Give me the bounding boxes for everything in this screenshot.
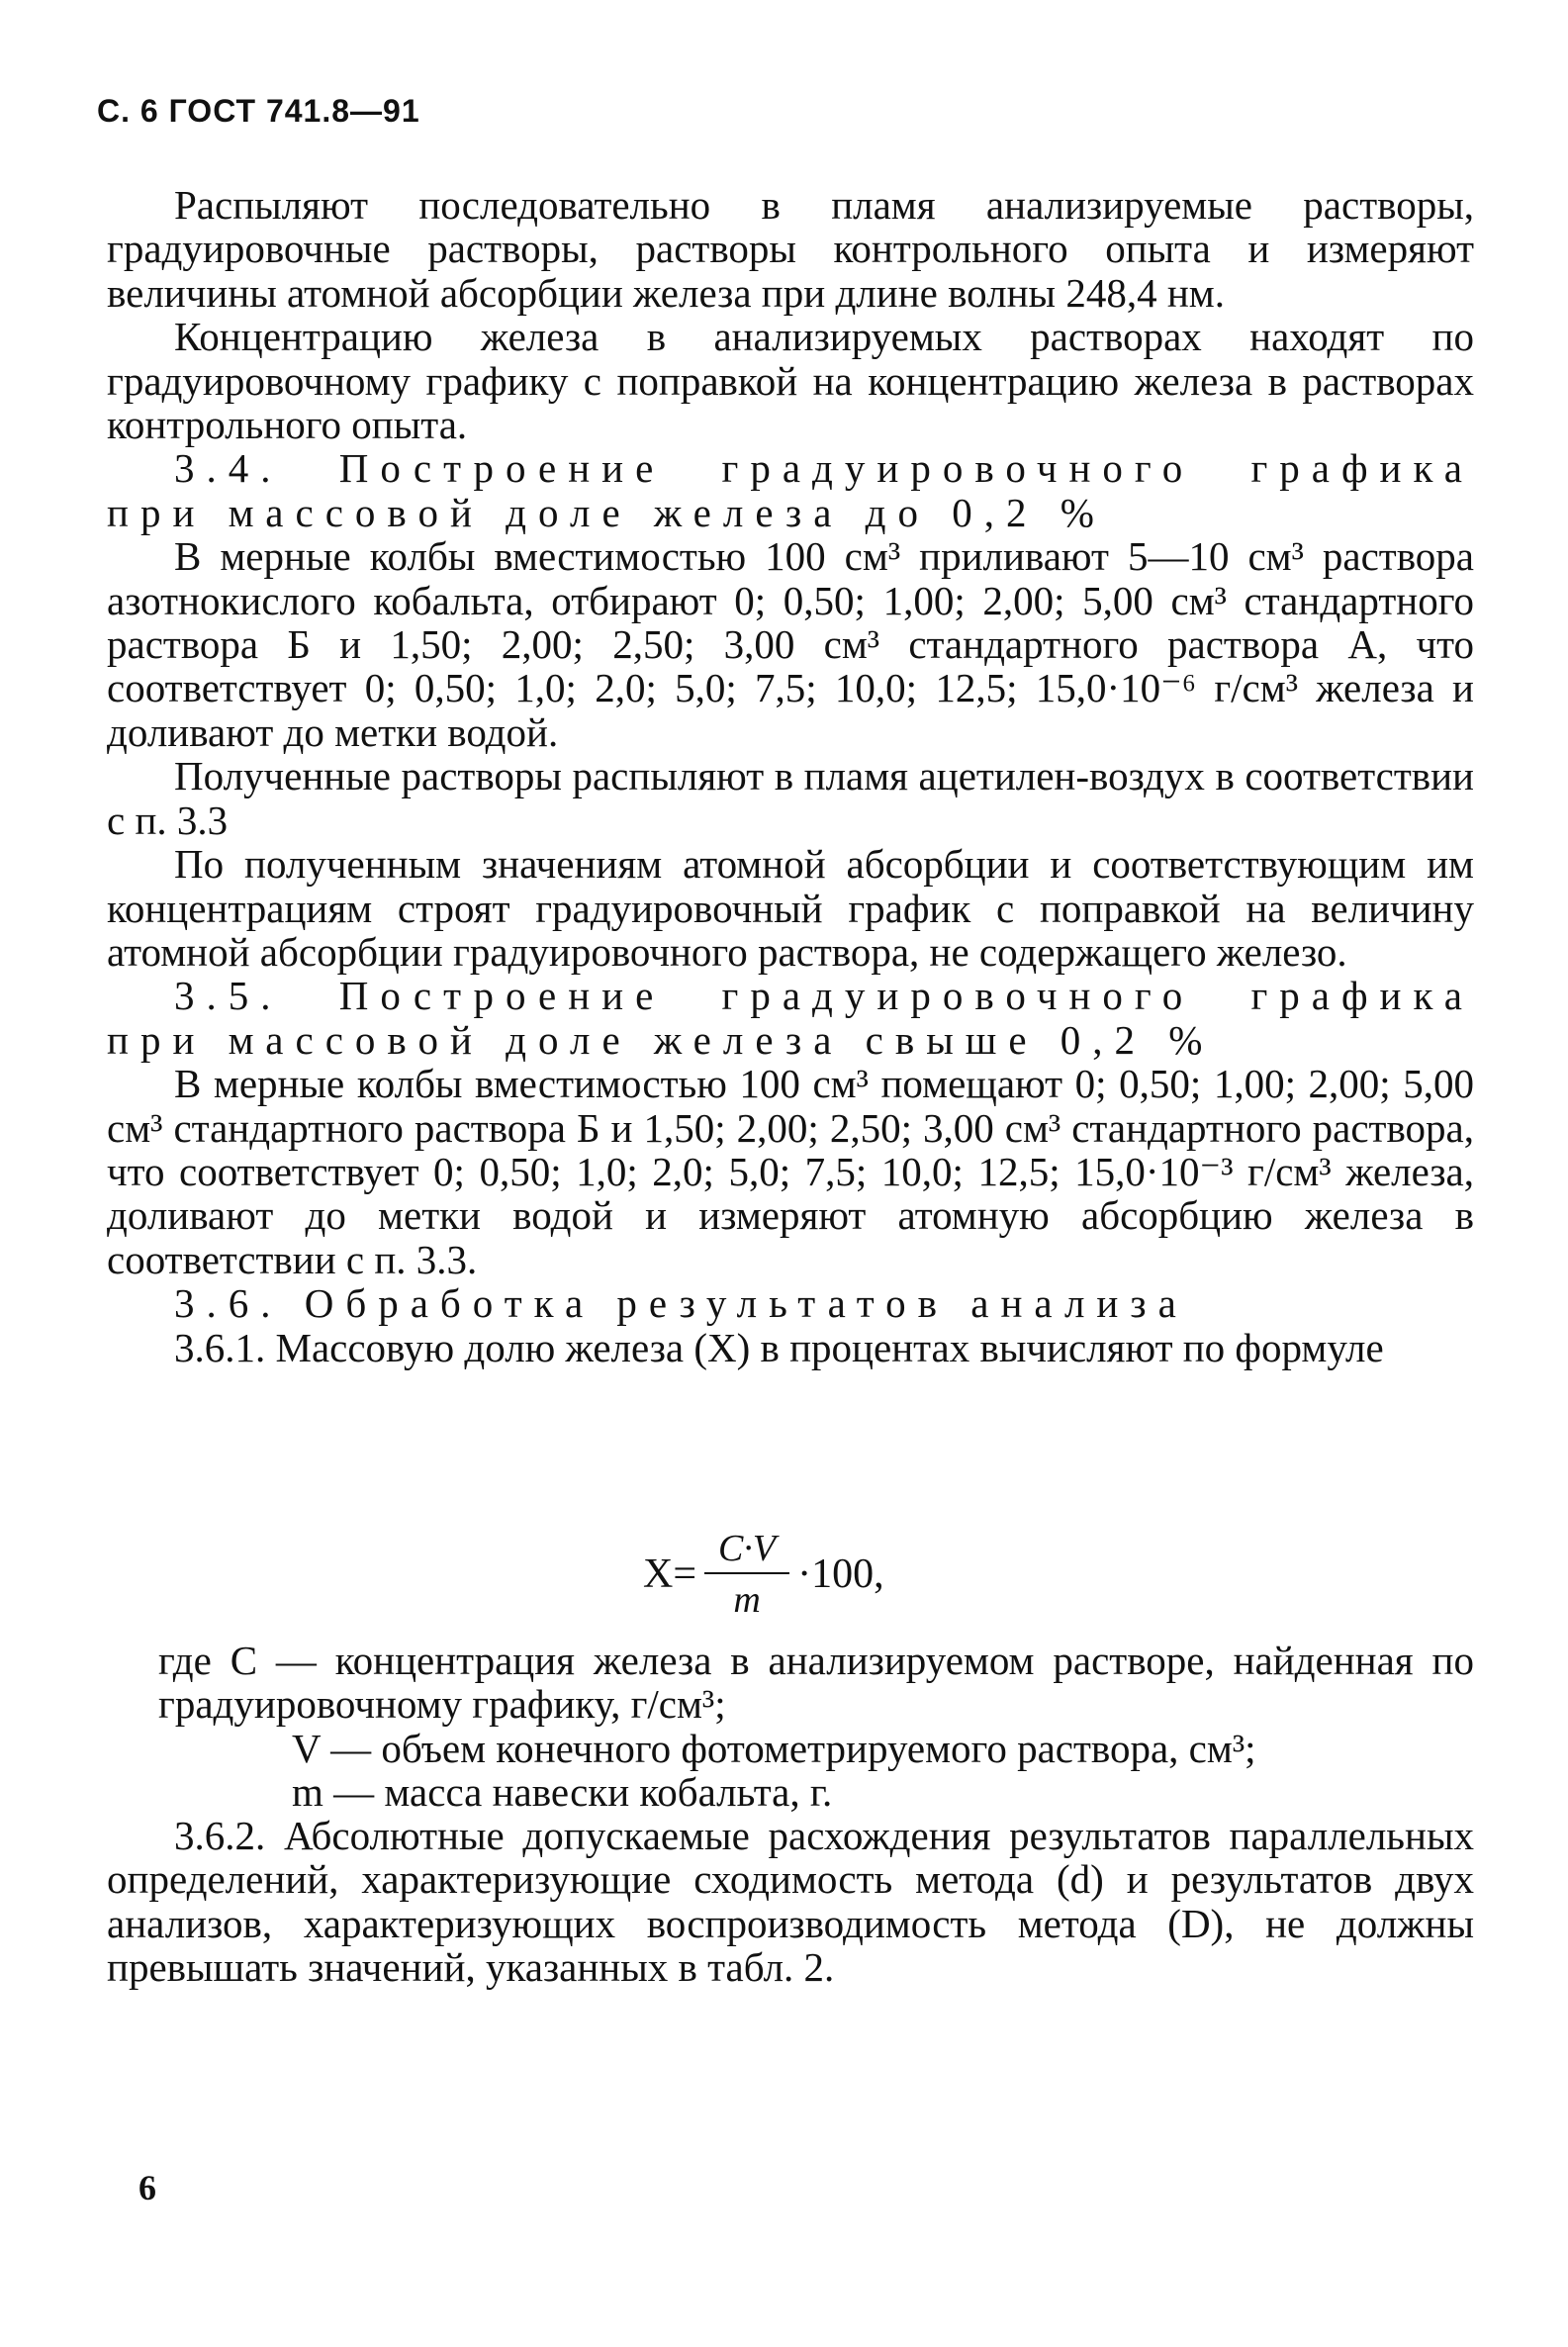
paragraph-3-4-graph: По полученным значениям атомной абсорбции и соответствующим им концентрациям строят градуировочный график с поправкой на величину атомной абсорбции градуировочного раствора, не содержащего железо. xyxy=(107,841,1474,975)
paragraph-spraying: Распыляют последовательно в пламя анализируемые растворы, градуировочные растворы, растворы контрольного опыта и измеряют величины атомной абсорбции железа при длине волны 248,4 нм. xyxy=(107,182,1474,316)
formula-lhs: X= xyxy=(643,1551,697,1597)
page-number: 6 xyxy=(138,2168,156,2207)
formula-fraction xyxy=(704,1529,789,1620)
section-3-6-heading: 3.6. Обработка результатов анализа xyxy=(174,1280,1188,1327)
body-text xyxy=(107,183,1474,1369)
paragraph-3-6-1: 3.6.1. Массовую долю железа (X) в процентах вычисляют по формуле xyxy=(174,1324,1384,1370)
definition-v: V — объем конечного фотометрируемого раствора, см³; xyxy=(292,1725,1256,1771)
paragraph-3-6-2: 3.6.2. Абсолютные допускаемые расхождения результатов параллельных определений, характеризующие сходимость метода (d) и результатов двух анализов, характеризующих воспроизводимость метода (D), не должны превышать значений, указанных в табл. 2. xyxy=(107,1813,1474,1991)
paragraph-concentration: Концентрацию железа в анализируемых растворах находят по градуировочному графику с поправкой на концентрацию железа в растворах контрольного опыта. xyxy=(107,314,1474,448)
mass-fraction-formula xyxy=(643,1529,884,1620)
definition-c: где C — концентрация железа в анализируемом растворе, найденная по градуировочному графику, г/см³; xyxy=(158,1638,1474,1728)
formula-definitions xyxy=(158,1639,1474,1815)
formula-numerator: C·V xyxy=(704,1529,789,1574)
formula-rhs: ·100, xyxy=(797,1551,884,1597)
definition-m: m — масса навески кобальта, г. xyxy=(292,1769,833,1816)
formula-denominator: m xyxy=(733,1579,761,1621)
body-text-tail xyxy=(107,1814,1474,1990)
paragraph-3-4-flasks: В мерные колбы вместимостью 100 см³ приливают 5—10 см³ раствора азотнокислого кобальта, отбирают 0; 0,50; 1,00; 2,00; 5,00 см³ стандартного раствора Б и 1,50; 2,00; 2,50; 3,00 см³ стандартного раствора А, что соответствует 0; 0,50; 1,0; 2,0; 5,0; 7,5; 10,0; 12,5; 15,0·10⁻⁶ г/см³ железа и доливают до метки водой. xyxy=(107,533,1474,755)
page-header: С. 6 ГОСТ 741.8—91 xyxy=(97,93,420,129)
paragraph-3-5-flasks: В мерные колбы вместимостью 100 см³ помещают 0; 0,50; 1,00; 2,00; 5,00 см³ стандартного раствора Б и 1,50; 2,00; 2,50; 3,00 см³ стандартного раствора, что соответствует 0; 0,50; 1,0; 2,0; 5,0; 7,5; 10,0; 12,5; 15,0·10⁻³ г/см³ железа, доливают до метки водой и измеряют атомную абсорбцию железа в соответствии с п. 3.3. xyxy=(107,1061,1474,1282)
paragraph-3-4-spray: Полученные растворы распыляют в пламя ацетилен-воздух в соответствии с п. 3.3 xyxy=(107,753,1474,843)
section-3-4-heading: 3.4. Построение градуировочного графика при массовой доле железа до 0,2 % xyxy=(107,445,1474,535)
section-3-5-heading: 3.5. Построение градуировочного графика при массовой доле железа свыше 0,2 % xyxy=(107,973,1474,1063)
